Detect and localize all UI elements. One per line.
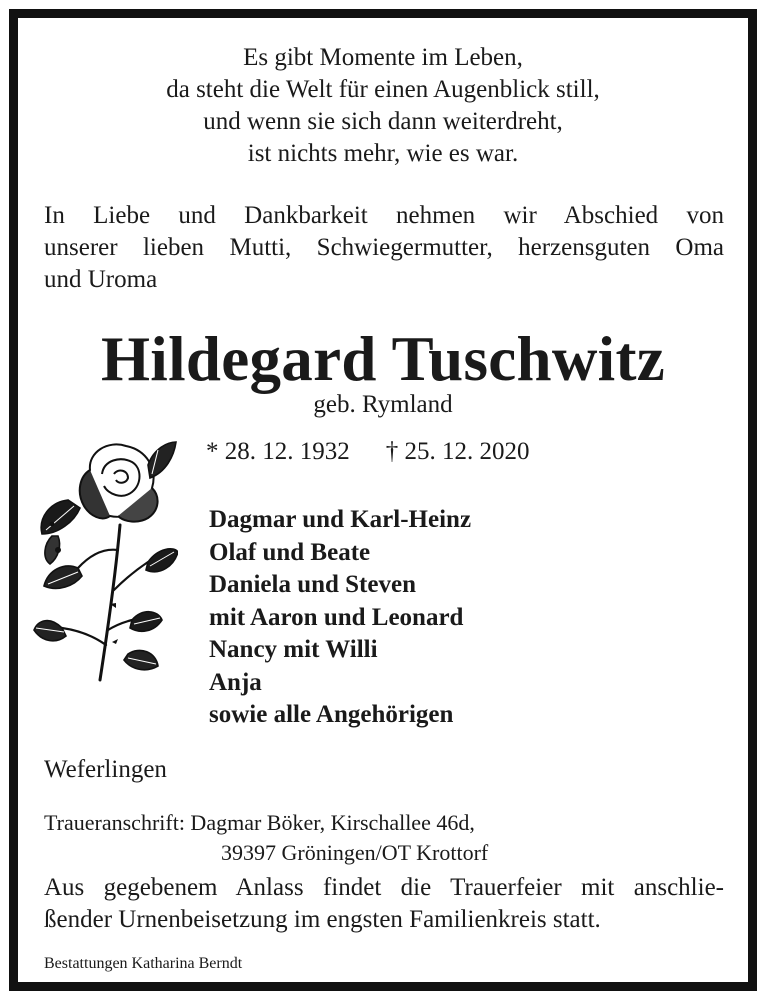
life-dates (206, 436, 530, 468)
poem-line: da steht die Welt für einen Augenblick still, (166, 76, 600, 103)
undertaker-name: Bestattungen Katharina Berndt (44, 955, 243, 972)
rose-icon (28, 430, 178, 695)
mourner-line: mit Aaron und Leonard (209, 603, 464, 631)
place-name: Weferlingen (44, 756, 167, 783)
intro-text (44, 200, 724, 296)
poem-line: Es gibt Momente im Leben, (243, 44, 523, 71)
poem-line: ist nichts mehr, wie es war. (247, 140, 519, 167)
mourner-line: sowie alle Angehörigen (209, 701, 454, 728)
obituary-frame (9, 9, 757, 991)
mourner-line: Daniela und Steven (209, 571, 416, 598)
poem (18, 42, 748, 170)
notice-line: Aus gegebenem Anlass findet die Trauerfeier mit anschlie- (44, 874, 724, 901)
birth-date: * 28. 12. 1932 (206, 438, 350, 465)
intro-line: und Uroma (44, 266, 158, 293)
notice-line: ßender Urnenbeisetzung im engsten Familienkreis statt. (44, 906, 601, 933)
intro-line: In Liebe und Dankbarkeit nehmen wir Abschied von (44, 202, 724, 229)
intro-line: unserer lieben Mutti, Schwiegermutter, herzensguten Oma (44, 234, 724, 261)
address-line: 39397 Gröningen/OT Krottorf (221, 840, 489, 865)
mourner-line: Dagmar und Karl-Heinz (209, 506, 472, 533)
deceased-name: Hildegard Tuschwitz (100, 324, 666, 394)
address-line: Traueranschrift: Dagmar Böker, Kirschallee 46d, (44, 810, 475, 835)
funeral-notice (44, 872, 724, 936)
poem-line: und wenn sie sich dann weiterdreht, (203, 108, 563, 135)
death-date: † 25. 12. 2020 (385, 438, 530, 465)
maiden-name: geb. Rymland (313, 391, 453, 418)
mourning-address (44, 808, 488, 868)
mourners-list (209, 504, 471, 732)
mourner-line: Nancy mit Willi (209, 636, 378, 663)
mourner-line: Anja (209, 668, 262, 696)
mourner-line: Olaf und Beate (209, 538, 371, 566)
